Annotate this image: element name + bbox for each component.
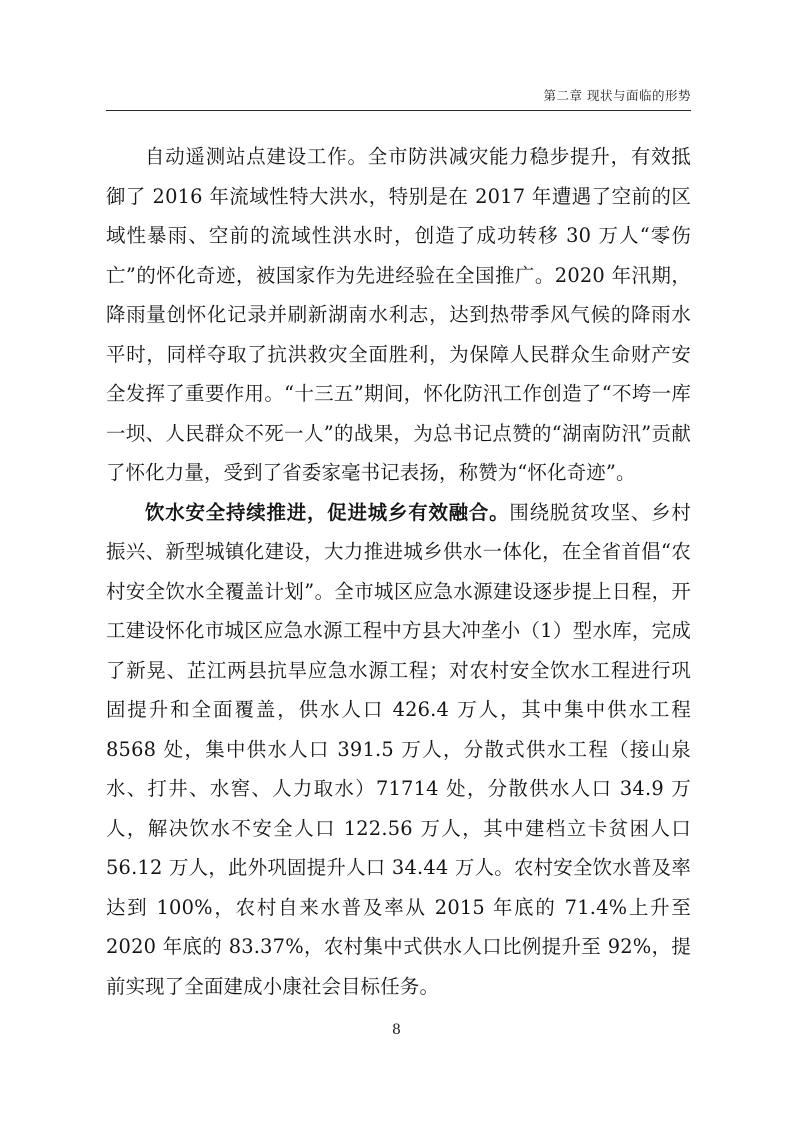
page-body xyxy=(106,137,691,1006)
header-divider xyxy=(106,110,691,111)
paragraph-1: 自动遥测站点建设工作。全市防洪减灾能力稳步提升，有效抵御了 2016 年流域性特大洪水，特别是在 2017 年遭遇了空前的区域性暴雨、空前的流域性洪水时，创造了成功转移 30 万人“零伤亡”的怀化奇迹，被国家作为先进经验在全国推广。2020 年汛期，降雨量创怀化记录并刷新湖南水利志，达到热带季风气候的降雨水平时，同样夺取了抗洪救灾全面胜利，为保障人民群众生命财产安全发挥了重要作用。“十三五”期间，怀化防汛工作创造了“不垮一库一坝、人民群众不死一人”的战果，为总书记点赞的“湖南防汛”贡献了怀化力量，受到了省委家毫书记表扬，称赞为“怀化奇迹”。 xyxy=(106,145,691,484)
paragraph-2-text: 围绕脱贫攻坚、乡村振兴、新型城镇化建设，大力推进城乡供水一体化，在全省首倡“农村安全饮水全覆盖计划”。全市城区应急水源建设逐步提上日程，开工建设怀化市城区应急水源工程中方县大冲垄小（1）型水库，完成了新晃、芷江两县抗旱应急水源工程；对农村安全饮水工程进行巩固提升和全面覆盖，供水人口 426.4 万人，其中集中供水工程 8568 处，集中供水人口 391.5 万人，分散式供水工程（接山泉水、打井、水窖、人力取水）71714 处，分散供水人口 34.9 万人，解决饮水不安全人口 122.56 万人，其中建档立卡贫困人口 56.12 万人，此外巩固提升人口 34.44 万人。农村安全饮水普及率达到 100%，农村自来水普及率从 2015 年底的 71.4%上升至 2020 年底的 83.37%，农村集中式供水人口比例提升至 92%，提前实现了全面建成小康社会目标任务。 xyxy=(106,500,691,998)
page-number: 8 xyxy=(392,1022,401,1038)
paragraph-2 xyxy=(106,493,691,1007)
paragraph-2-lead: 饮水安全持续推进，促进城乡有效融合。 xyxy=(145,500,510,524)
running-header: 第二章 现状与面临的形势 xyxy=(543,88,691,103)
